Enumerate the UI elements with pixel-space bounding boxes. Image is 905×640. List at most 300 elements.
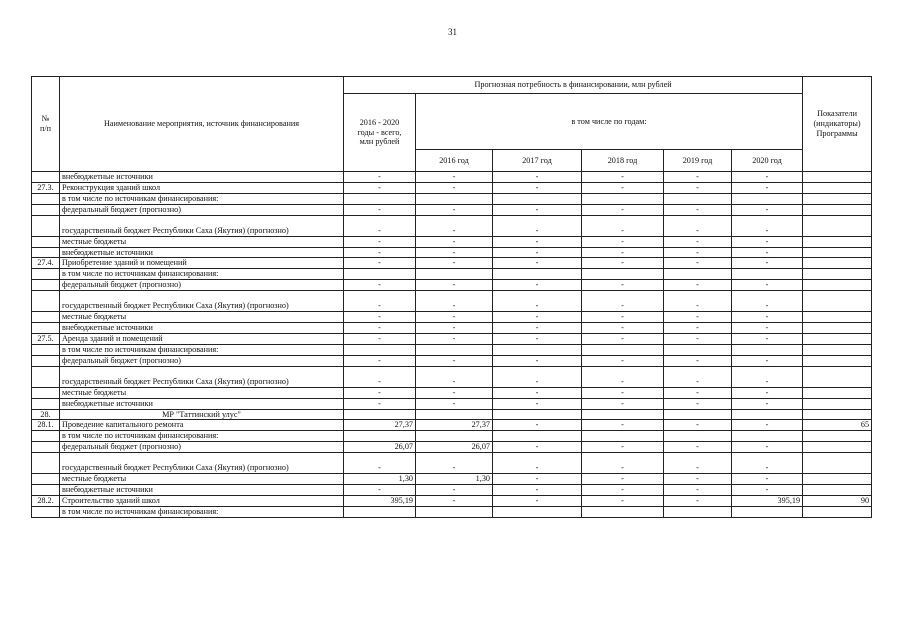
value-year-2018: - (582, 236, 664, 247)
value-total: - (344, 485, 416, 496)
value-year-2020 (732, 409, 803, 420)
row-name: в том числе по источникам финансирования: (60, 344, 344, 355)
value-year-2020: - (732, 333, 803, 344)
value-year-2017: - (493, 204, 582, 215)
value-year-2019 (664, 269, 732, 280)
table-row (32, 258, 872, 269)
row-number (32, 453, 60, 474)
value-year-2017: - (493, 236, 582, 247)
value-year-2016: - (416, 258, 493, 269)
value-total: - (344, 453, 416, 474)
table-row (32, 442, 872, 453)
value-year-2020: - (732, 474, 803, 485)
value-year-2018: - (582, 333, 664, 344)
value-year-2016: - (416, 312, 493, 323)
value-year-2020 (732, 269, 803, 280)
table-row (32, 204, 872, 215)
table-row (32, 506, 872, 517)
value-year-2016: - (416, 366, 493, 387)
row-indicator (803, 387, 872, 398)
value-year-2017 (493, 431, 582, 442)
value-year-2020: - (732, 236, 803, 247)
value-year-2017 (493, 344, 582, 355)
row-indicator (803, 204, 872, 215)
value-total (344, 431, 416, 442)
row-name: внебюджетные источники (60, 323, 344, 334)
value-year-2017: - (493, 355, 582, 366)
row-name: местные бюджеты (60, 387, 344, 398)
value-total: - (344, 291, 416, 312)
value-year-2018: - (582, 387, 664, 398)
value-year-2016: - (416, 172, 493, 183)
row-indicator (803, 409, 872, 420)
value-year-2018: - (582, 291, 664, 312)
value-total (344, 269, 416, 280)
value-year-2020: - (732, 247, 803, 258)
table-row (32, 355, 872, 366)
value-year-2020: - (732, 398, 803, 409)
value-year-2016: - (416, 236, 493, 247)
row-indicator (803, 193, 872, 204)
table-row (32, 485, 872, 496)
value-year-2019 (664, 344, 732, 355)
value-year-2016: - (416, 323, 493, 334)
value-year-2020: - (732, 258, 803, 269)
row-indicator (803, 506, 872, 517)
row-name: федеральный бюджет (прогнозно) (60, 355, 344, 366)
row-number (32, 474, 60, 485)
row-name: государственный бюджет Республики Саха (Якутия) (прогнозно) (60, 366, 344, 387)
value-year-2016: - (416, 182, 493, 193)
value-year-2019: - (664, 247, 732, 258)
header-indicators-line3: Программы (816, 128, 858, 138)
header-year-2020: 2020 год (732, 150, 803, 172)
value-year-2018: - (582, 495, 664, 506)
table-row (32, 269, 872, 280)
row-name: местные бюджеты (60, 312, 344, 323)
row-indicator (803, 431, 872, 442)
value-year-2016: - (416, 495, 493, 506)
value-year-2016: - (416, 215, 493, 236)
value-year-2018: - (582, 323, 664, 334)
value-year-2017: - (493, 485, 582, 496)
row-name: МР "Таттинский улус" (60, 409, 344, 420)
value-year-2020 (732, 506, 803, 517)
value-year-2019: - (664, 333, 732, 344)
value-year-2020: - (732, 182, 803, 193)
header-number-line2: п/п (39, 124, 52, 133)
value-year-2020: - (732, 366, 803, 387)
value-year-2016: - (416, 280, 493, 291)
value-total: - (344, 247, 416, 258)
row-number (32, 366, 60, 387)
row-indicator (803, 474, 872, 485)
value-year-2020: - (732, 172, 803, 183)
value-year-2016: - (416, 355, 493, 366)
row-indicator (803, 269, 872, 280)
value-total: 27,37 (344, 420, 416, 431)
row-indicator (803, 323, 872, 334)
value-year-2016 (416, 269, 493, 280)
row-name: местные бюджеты (60, 236, 344, 247)
value-total (344, 193, 416, 204)
value-year-2018: - (582, 398, 664, 409)
value-year-2019: - (664, 312, 732, 323)
row-number (32, 355, 60, 366)
value-year-2019: - (664, 398, 732, 409)
value-year-2017: - (493, 333, 582, 344)
value-year-2019: - (664, 215, 732, 236)
row-name: внебюджетные источники (60, 398, 344, 409)
value-year-2019: - (664, 495, 732, 506)
table-row (32, 247, 872, 258)
row-indicator (803, 312, 872, 323)
value-year-2018: - (582, 172, 664, 183)
table-row (32, 215, 872, 236)
row-indicator: 90 (803, 495, 872, 506)
value-year-2017: - (493, 387, 582, 398)
table-row (32, 366, 872, 387)
row-number (32, 172, 60, 183)
row-name: Аренда зданий и помещений (60, 333, 344, 344)
row-indicator (803, 258, 872, 269)
value-year-2018: - (582, 280, 664, 291)
value-year-2016: - (416, 333, 493, 344)
row-indicator (803, 398, 872, 409)
table-row (32, 474, 872, 485)
value-year-2019: - (664, 355, 732, 366)
row-name: местные бюджеты (60, 474, 344, 485)
row-number (32, 236, 60, 247)
value-total (344, 506, 416, 517)
row-indicator (803, 172, 872, 183)
value-year-2020: 395,19 (732, 495, 803, 506)
page-number: 31 (448, 27, 457, 37)
row-number (32, 269, 60, 280)
value-year-2017: - (493, 215, 582, 236)
value-year-2019: - (664, 172, 732, 183)
table-row (32, 280, 872, 291)
row-number (32, 506, 60, 517)
value-year-2019 (664, 431, 732, 442)
row-indicator (803, 442, 872, 453)
row-indicator (803, 453, 872, 474)
value-total: - (344, 312, 416, 323)
value-total: - (344, 355, 416, 366)
header-total-line2: годы - всего, (357, 127, 402, 137)
value-year-2019: - (664, 291, 732, 312)
row-number: 27.3. (32, 182, 60, 193)
row-number (32, 398, 60, 409)
table-row (32, 420, 872, 431)
value-year-2017: - (493, 495, 582, 506)
value-year-2017: - (493, 182, 582, 193)
value-year-2019: - (664, 366, 732, 387)
header-total-line3: млн рублей (359, 137, 400, 147)
header-year-2018: 2018 год (582, 150, 664, 172)
row-indicator (803, 344, 872, 355)
header-year-2016: 2016 год (416, 150, 493, 172)
table-row (32, 409, 872, 420)
header-indicators-line1: Показатели (817, 109, 857, 119)
value-year-2018 (582, 409, 664, 420)
header-indicators (803, 77, 872, 172)
value-year-2019 (664, 193, 732, 204)
row-name: в том числе по источникам финансирования: (60, 431, 344, 442)
value-year-2018: - (582, 453, 664, 474)
value-year-2017: - (493, 453, 582, 474)
value-year-2016: 26,07 (416, 442, 493, 453)
value-year-2018 (582, 193, 664, 204)
header-year-2019: 2019 год (664, 150, 732, 172)
value-total: - (344, 215, 416, 236)
value-year-2018: - (582, 442, 664, 453)
row-number (32, 485, 60, 496)
value-year-2019: - (664, 420, 732, 431)
table-row (32, 333, 872, 344)
value-year-2018: - (582, 485, 664, 496)
financing-table (31, 76, 872, 518)
table-header (32, 77, 872, 172)
value-year-2020 (732, 431, 803, 442)
value-total: - (344, 398, 416, 409)
header-year-2017: 2017 год (493, 150, 582, 172)
table-row (32, 431, 872, 442)
row-indicator (803, 236, 872, 247)
value-year-2016: - (416, 453, 493, 474)
value-year-2017: - (493, 420, 582, 431)
value-total: 1,30 (344, 474, 416, 485)
value-year-2017 (493, 193, 582, 204)
table-row (32, 182, 872, 193)
value-year-2019: - (664, 474, 732, 485)
value-total: - (344, 387, 416, 398)
table-row (32, 387, 872, 398)
value-year-2017 (493, 409, 582, 420)
row-name: внебюджетные источники (60, 172, 344, 183)
row-number (32, 344, 60, 355)
value-year-2016: - (416, 247, 493, 258)
row-name: Строительство зданий школ (60, 495, 344, 506)
row-indicator (803, 485, 872, 496)
value-year-2020: - (732, 453, 803, 474)
value-total (344, 409, 416, 420)
table-row (32, 172, 872, 183)
header-forecast: Прогнозная потребность в финансировании, млн рублей (344, 77, 803, 94)
value-total: - (344, 280, 416, 291)
header-indicators-line2: (индикаторы) (813, 119, 861, 129)
value-year-2019: - (664, 485, 732, 496)
row-number (32, 323, 60, 334)
row-name: государственный бюджет Республики Саха (Якутия) (прогнозно) (60, 291, 344, 312)
value-year-2016: - (416, 398, 493, 409)
value-year-2017: - (493, 474, 582, 485)
row-number (32, 193, 60, 204)
value-year-2019: - (664, 182, 732, 193)
row-indicator (803, 291, 872, 312)
table-row (32, 236, 872, 247)
value-year-2018 (582, 506, 664, 517)
value-year-2018 (582, 344, 664, 355)
row-name: федеральный бюджет (прогнозно) (60, 204, 344, 215)
value-year-2016 (416, 431, 493, 442)
row-name: Проведение капитального ремонта (60, 420, 344, 431)
value-total: - (344, 236, 416, 247)
header-number-line1: № (41, 114, 50, 124)
row-indicator (803, 215, 872, 236)
value-total: - (344, 204, 416, 215)
value-total: - (344, 366, 416, 387)
value-year-2019: - (664, 323, 732, 334)
value-year-2020 (732, 344, 803, 355)
header-number (32, 77, 60, 172)
value-year-2020: - (732, 485, 803, 496)
value-year-2017: - (493, 247, 582, 258)
table-row (32, 398, 872, 409)
value-year-2020: - (732, 420, 803, 431)
table-row (32, 495, 872, 506)
value-year-2020: - (732, 323, 803, 334)
row-number (32, 204, 60, 215)
value-year-2020: - (732, 442, 803, 453)
row-indicator (803, 333, 872, 344)
row-name: в том числе по источникам финансирования: (60, 269, 344, 280)
value-year-2018: - (582, 474, 664, 485)
value-year-2017: - (493, 442, 582, 453)
row-name: государственный бюджет Республики Саха (Якутия) (прогнозно) (60, 215, 344, 236)
header-total (344, 94, 416, 172)
value-year-2020: - (732, 387, 803, 398)
table-row (32, 312, 872, 323)
value-total (344, 344, 416, 355)
value-year-2018: - (582, 215, 664, 236)
value-year-2016 (416, 506, 493, 517)
row-name: внебюджетные источники (60, 247, 344, 258)
row-number: 28.1. (32, 420, 60, 431)
table-row (32, 344, 872, 355)
header-total-line1: 2016 - 2020 (359, 117, 400, 127)
row-indicator (803, 355, 872, 366)
value-year-2018: - (582, 204, 664, 215)
row-number (32, 387, 60, 398)
table-row (32, 193, 872, 204)
value-year-2017 (493, 506, 582, 517)
row-indicator (803, 280, 872, 291)
value-year-2017: - (493, 172, 582, 183)
value-year-2020: - (732, 280, 803, 291)
value-year-2017: - (493, 280, 582, 291)
row-number: 27.4. (32, 258, 60, 269)
table-row (32, 323, 872, 334)
value-year-2019: - (664, 258, 732, 269)
table-row (32, 291, 872, 312)
value-year-2017: - (493, 291, 582, 312)
value-year-2019: - (664, 453, 732, 474)
row-number (32, 247, 60, 258)
value-year-2017: - (493, 312, 582, 323)
header-name: Наименование мероприятия, источник финансирования (60, 77, 344, 172)
row-indicator (803, 366, 872, 387)
row-indicator (803, 182, 872, 193)
value-year-2020: - (732, 312, 803, 323)
value-total: 26,07 (344, 442, 416, 453)
row-name: Реконструкция зданий школ (60, 182, 344, 193)
row-name: внебюджетные источники (60, 485, 344, 496)
row-name: в том числе по источникам финансирования: (60, 193, 344, 204)
table-row (32, 453, 872, 474)
row-name: государственный бюджет Республики Саха (Якутия) (прогнозно) (60, 453, 344, 474)
value-year-2016: - (416, 387, 493, 398)
value-year-2018: - (582, 366, 664, 387)
row-number (32, 442, 60, 453)
value-year-2016: - (416, 485, 493, 496)
value-total: - (344, 172, 416, 183)
value-year-2018: - (582, 247, 664, 258)
value-year-2017 (493, 269, 582, 280)
value-total: - (344, 323, 416, 334)
value-year-2016: 1,30 (416, 474, 493, 485)
value-year-2020: - (732, 204, 803, 215)
value-year-2018 (582, 269, 664, 280)
value-year-2017: - (493, 366, 582, 387)
table-body (32, 172, 872, 518)
value-year-2017: - (493, 323, 582, 334)
value-year-2018 (582, 431, 664, 442)
value-total: - (344, 182, 416, 193)
value-year-2016: 27,37 (416, 420, 493, 431)
row-number (32, 280, 60, 291)
value-year-2020: - (732, 355, 803, 366)
value-year-2019: - (664, 236, 732, 247)
value-year-2019: - (664, 204, 732, 215)
value-year-2019 (664, 506, 732, 517)
row-name: федеральный бюджет (прогнозно) (60, 442, 344, 453)
row-indicator: 65 (803, 420, 872, 431)
row-name: Приобретение зданий и помещений (60, 258, 344, 269)
value-year-2018: - (582, 258, 664, 269)
value-year-2019: - (664, 442, 732, 453)
value-year-2016: - (416, 204, 493, 215)
row-number (32, 312, 60, 323)
row-number: 27.5. (32, 333, 60, 344)
row-name: в том числе по источникам финансирования: (60, 506, 344, 517)
value-year-2018: - (582, 312, 664, 323)
value-year-2016 (416, 409, 493, 420)
header-by-years: в том числе по годам: (416, 94, 803, 150)
value-year-2019: - (664, 280, 732, 291)
value-total: - (344, 333, 416, 344)
value-year-2018: - (582, 355, 664, 366)
value-year-2017: - (493, 258, 582, 269)
row-number (32, 431, 60, 442)
value-total: 395,19 (344, 495, 416, 506)
value-year-2019: - (664, 387, 732, 398)
value-year-2016 (416, 344, 493, 355)
value-year-2020 (732, 193, 803, 204)
row-number: 28.2. (32, 495, 60, 506)
row-number (32, 215, 60, 236)
row-indicator (803, 247, 872, 258)
value-total: - (344, 258, 416, 269)
value-year-2019 (664, 409, 732, 420)
value-year-2020: - (732, 215, 803, 236)
value-year-2018: - (582, 182, 664, 193)
value-year-2017: - (493, 398, 582, 409)
value-year-2016: - (416, 291, 493, 312)
value-year-2020: - (732, 291, 803, 312)
row-name: федеральный бюджет (прогнозно) (60, 280, 344, 291)
row-number: 28. (32, 409, 60, 420)
